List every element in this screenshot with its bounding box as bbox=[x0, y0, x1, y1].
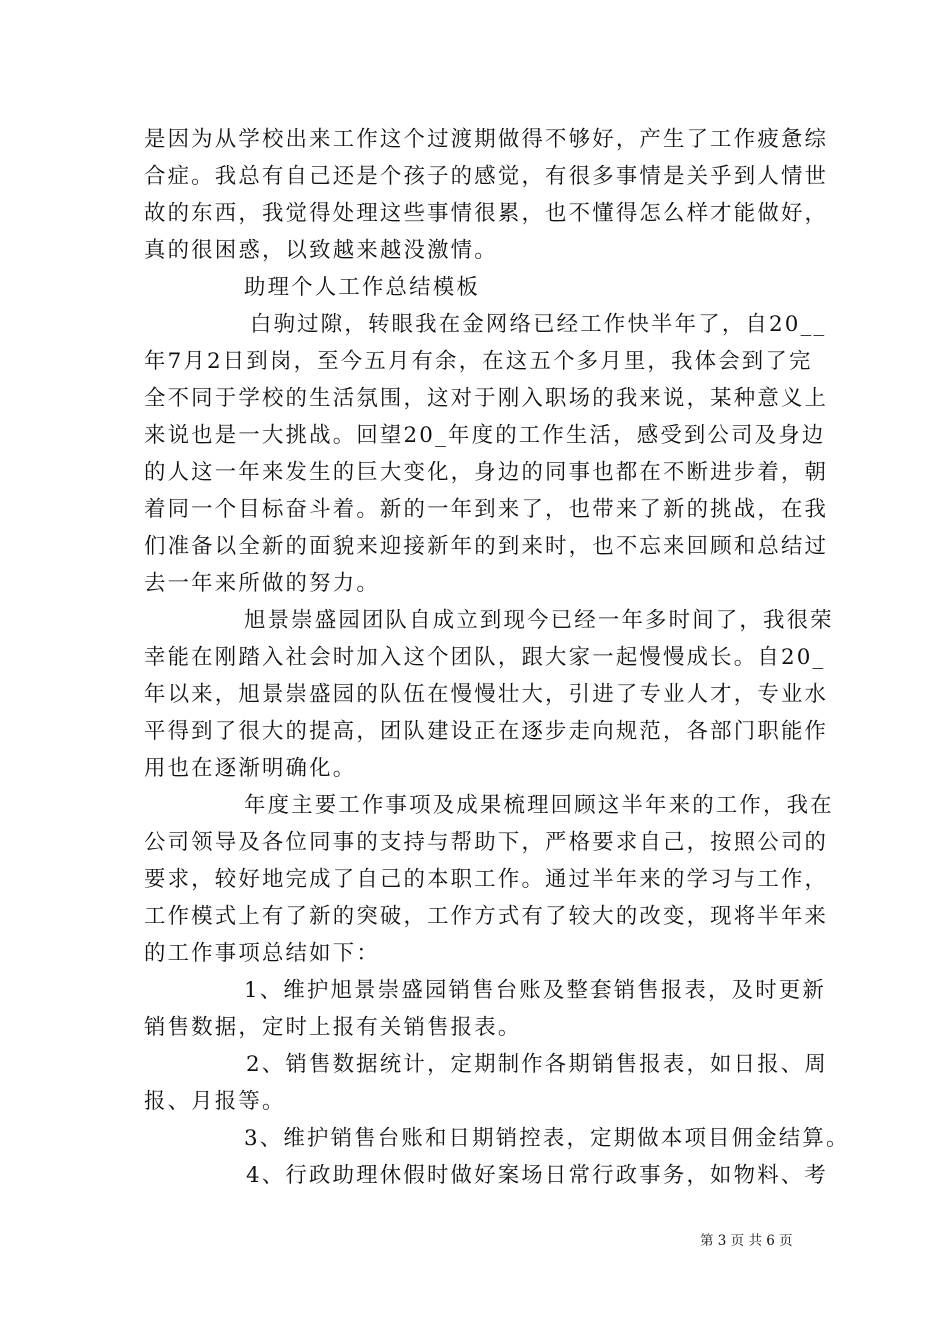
body-line: 去一年来所做的努力。 bbox=[144, 571, 380, 596]
body-line: 年7月2日到岗，至今五月有余，在这五个多月里，我体会到了完 bbox=[144, 349, 813, 374]
body-line: 合症。我总有自己还是个孩子的感觉，有很多事情是关乎到人情世 bbox=[144, 164, 829, 189]
list-item: 4、行政助理休假时做好案场日常行政事务，如物料、考 bbox=[246, 1163, 828, 1188]
list-item-continuation: 销售数据，定时上报有关销售报表。 bbox=[144, 1015, 522, 1040]
body-line: 来说也是一大挑战。回望20_年度的工作生活，感受到公司及身边 bbox=[144, 423, 826, 448]
body-line: 是因为从学校出来工作这个过渡期做得不够好，产生了工作疲惫综 bbox=[144, 127, 829, 152]
list-item: 2、销售数据统计，定期制作各期销售报表，如日报、周 bbox=[246, 1052, 828, 1077]
body-line: 的工作事项总结如下： bbox=[144, 941, 380, 966]
body-line: 的人这一年来发生的巨大变化，身边的同事也都在不断进步着，朝 bbox=[144, 460, 829, 485]
body-line: 全不同于学校的生活氛围，这对于刚入职场的我来说，某种意义上 bbox=[144, 386, 829, 411]
body-line: 平得到了很大的提高，团队建设正在逐步走向规范，各部门职能作 bbox=[144, 719, 829, 744]
body-line: 故的东西，我觉得处理这些事情很累，也不懂得怎么样才能做好， bbox=[144, 201, 829, 226]
page-number-footer: 第 3 页 共 6 页 bbox=[700, 1233, 793, 1249]
body-line: 用也在逐渐明确化。 bbox=[144, 756, 357, 781]
section-heading: 助理个人工作总结模板 bbox=[244, 275, 480, 300]
body-line: 幸能在刚踏入社会时加入这个团队，跟大家一起慢慢成长。自20_ bbox=[144, 645, 826, 670]
list-item: 1、维护旭景崇盛园销售台账及整套销售报表，及时更新 bbox=[244, 978, 826, 1003]
body-line: 工作模式上有了新的突破，工作方式有了较大的改变，现将半年来 bbox=[144, 904, 829, 929]
body-line: 真的很困惑，以致越来越没激情。 bbox=[144, 238, 498, 263]
body-line: 年度主要工作事项及成果梳理回顾这半年来的工作，我在 bbox=[244, 793, 834, 818]
body-line: 年以来，旭景崇盛园的队伍在慢慢壮大，引进了专业人才，专业水 bbox=[144, 682, 829, 707]
list-item: 3、维护销售台账和日期销控表，定期做本项目佣金结算。 bbox=[244, 1126, 850, 1151]
list-item-continuation: 报、月报等。 bbox=[144, 1089, 286, 1114]
body-line: 着同一个目标奋斗着。新的一年到来了，也带来了新的挑战，在我 bbox=[144, 497, 829, 522]
body-line: 公司领导及各位同事的支持与帮助下，严格要求自己，按照公司的 bbox=[144, 830, 829, 855]
body-line: 们准备以全新的面貌来迎接新年的到来时，也不忘来回顾和总结过 bbox=[144, 534, 829, 559]
body-line: 要求，较好地完成了自己的本职工作。通过半年来的学习与工作， bbox=[144, 867, 829, 892]
body-line: 白驹过隙，转眼我在金网络已经工作快半年了，自20__ bbox=[250, 312, 827, 337]
body-line: 旭景崇盛园团队自成立到现今已经一年多时间了，我很荣 bbox=[244, 608, 834, 633]
